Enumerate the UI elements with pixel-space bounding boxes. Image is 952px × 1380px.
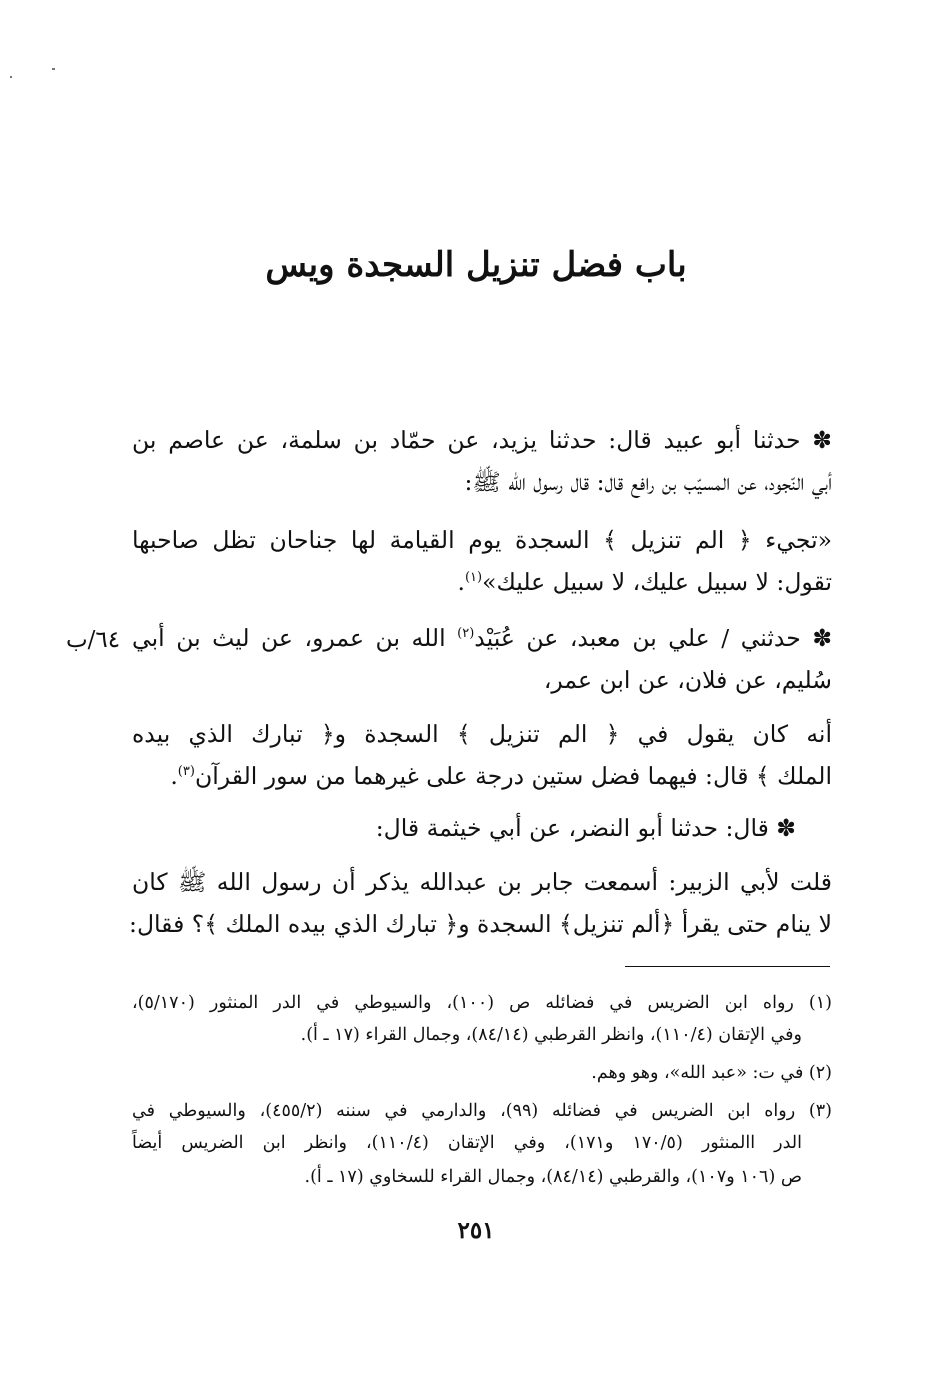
folio-margin-note: ٦٤/ب: [66, 627, 121, 653]
body-line-4: [132, 562, 832, 602]
footnote-3-line-1: (٣) رواه ابن الضريس في فضائله (٩٩)، والدارمي في سننه (٤٥٥/٢)، والسيوطي في: [132, 1101, 832, 1121]
body-line-6: سُليم، عن فلان، عن ابن عمر،: [543, 666, 832, 694]
body-line-1: ✽ حدثنا أبو عبيد قال: حدثنا يزيد، عن حمّاد بن سلمة، عن عاصم بن: [132, 426, 832, 454]
footnote-1-line-2: وفي الإتقان (١١٠/٤)، وانظر القرطبي (٨٤/١٤)، وجمال القراء (١٧ ـ أ).: [300, 1025, 802, 1045]
footnote-separator: [625, 966, 830, 967]
footnote-ref-1: (١): [464, 570, 483, 586]
body-line-7: أنه كان يقول في ﴿ الم تنزيل ﴾ السجدة و﴿ تبارك الذي بيده: [132, 720, 832, 748]
body-line-4-text: تقول: لا سبيل عليك، لا سبيل عليك»: [482, 568, 832, 596]
body-line-10: قلت لأبي الزبير: أسمعت جابر بن عبدالله يذكر أن رسول الله ﷺ كان: [132, 868, 832, 896]
scan-speck: [10, 76, 12, 78]
footnote-2: (٢) في ت: «عبد الله»، وهو وهم.: [591, 1063, 832, 1083]
body-line-5-text-a: ✽ حدثني / علي بن معبد، عن عُبَيْد: [474, 624, 833, 652]
footnote-3-line-3: ص (١٠٦ و١٠٧)، والقرطبي (٨٤/١٤)، وجمال القراء للسخاوي (١٧ ـ أ).: [304, 1167, 802, 1187]
footnote-3-line-2: الدر االمنثور (١٧٠/٥ و١٧١)، وفي الإتقان (١١٠/٤)، وانظر ابن الضريس أيضاً: [132, 1133, 802, 1153]
footnote-ref-3: (٣): [177, 764, 195, 780]
body-line-5-text-b: الله بن عمرو، عن ليث بن أبي: [132, 624, 458, 652]
body-line-2: أبي النّجود، عن المسيّب بن رافع قال: قال رسول الله ﷺ:: [464, 468, 832, 496]
chapter-title: باب فضل تنزيل السجدة ويس: [265, 245, 687, 285]
page-number: ٢٥١: [457, 1217, 495, 1244]
body-line-3: «تجيء ﴿ الم تنزيل ﴾ السجدة يوم القيامة لها جناحان تظل صاحبها: [132, 526, 832, 554]
footnote-1-line-1: (١) رواه ابن الضريس في فضائله ص (١٠٠)، والسيوطي في الدر المنثور (٥/١٧٠)،: [132, 993, 832, 1013]
body-line-4-end: .: [457, 568, 465, 596]
body-line-8: [132, 756, 832, 796]
footnote-ref-2: (٢): [457, 626, 475, 642]
body-line-5: [132, 618, 832, 658]
body-line-11: لا ينام حتى يقرأ ﴿ألم تنزيل﴾ السجدة و﴿ تبارك الذي بيده الملك ﴾؟ فقال:: [129, 910, 832, 938]
scan-speck: [52, 68, 55, 70]
body-line-8-text: الملك ﴾ قال: فيهما فضل ستين درجة على غيرهما من سور القرآن: [194, 762, 832, 790]
body-line-9: ✽ قال: حدثنا أبو النضر، عن أبي خيثمة قال:: [375, 814, 796, 842]
body-line-8-end: .: [170, 762, 178, 790]
